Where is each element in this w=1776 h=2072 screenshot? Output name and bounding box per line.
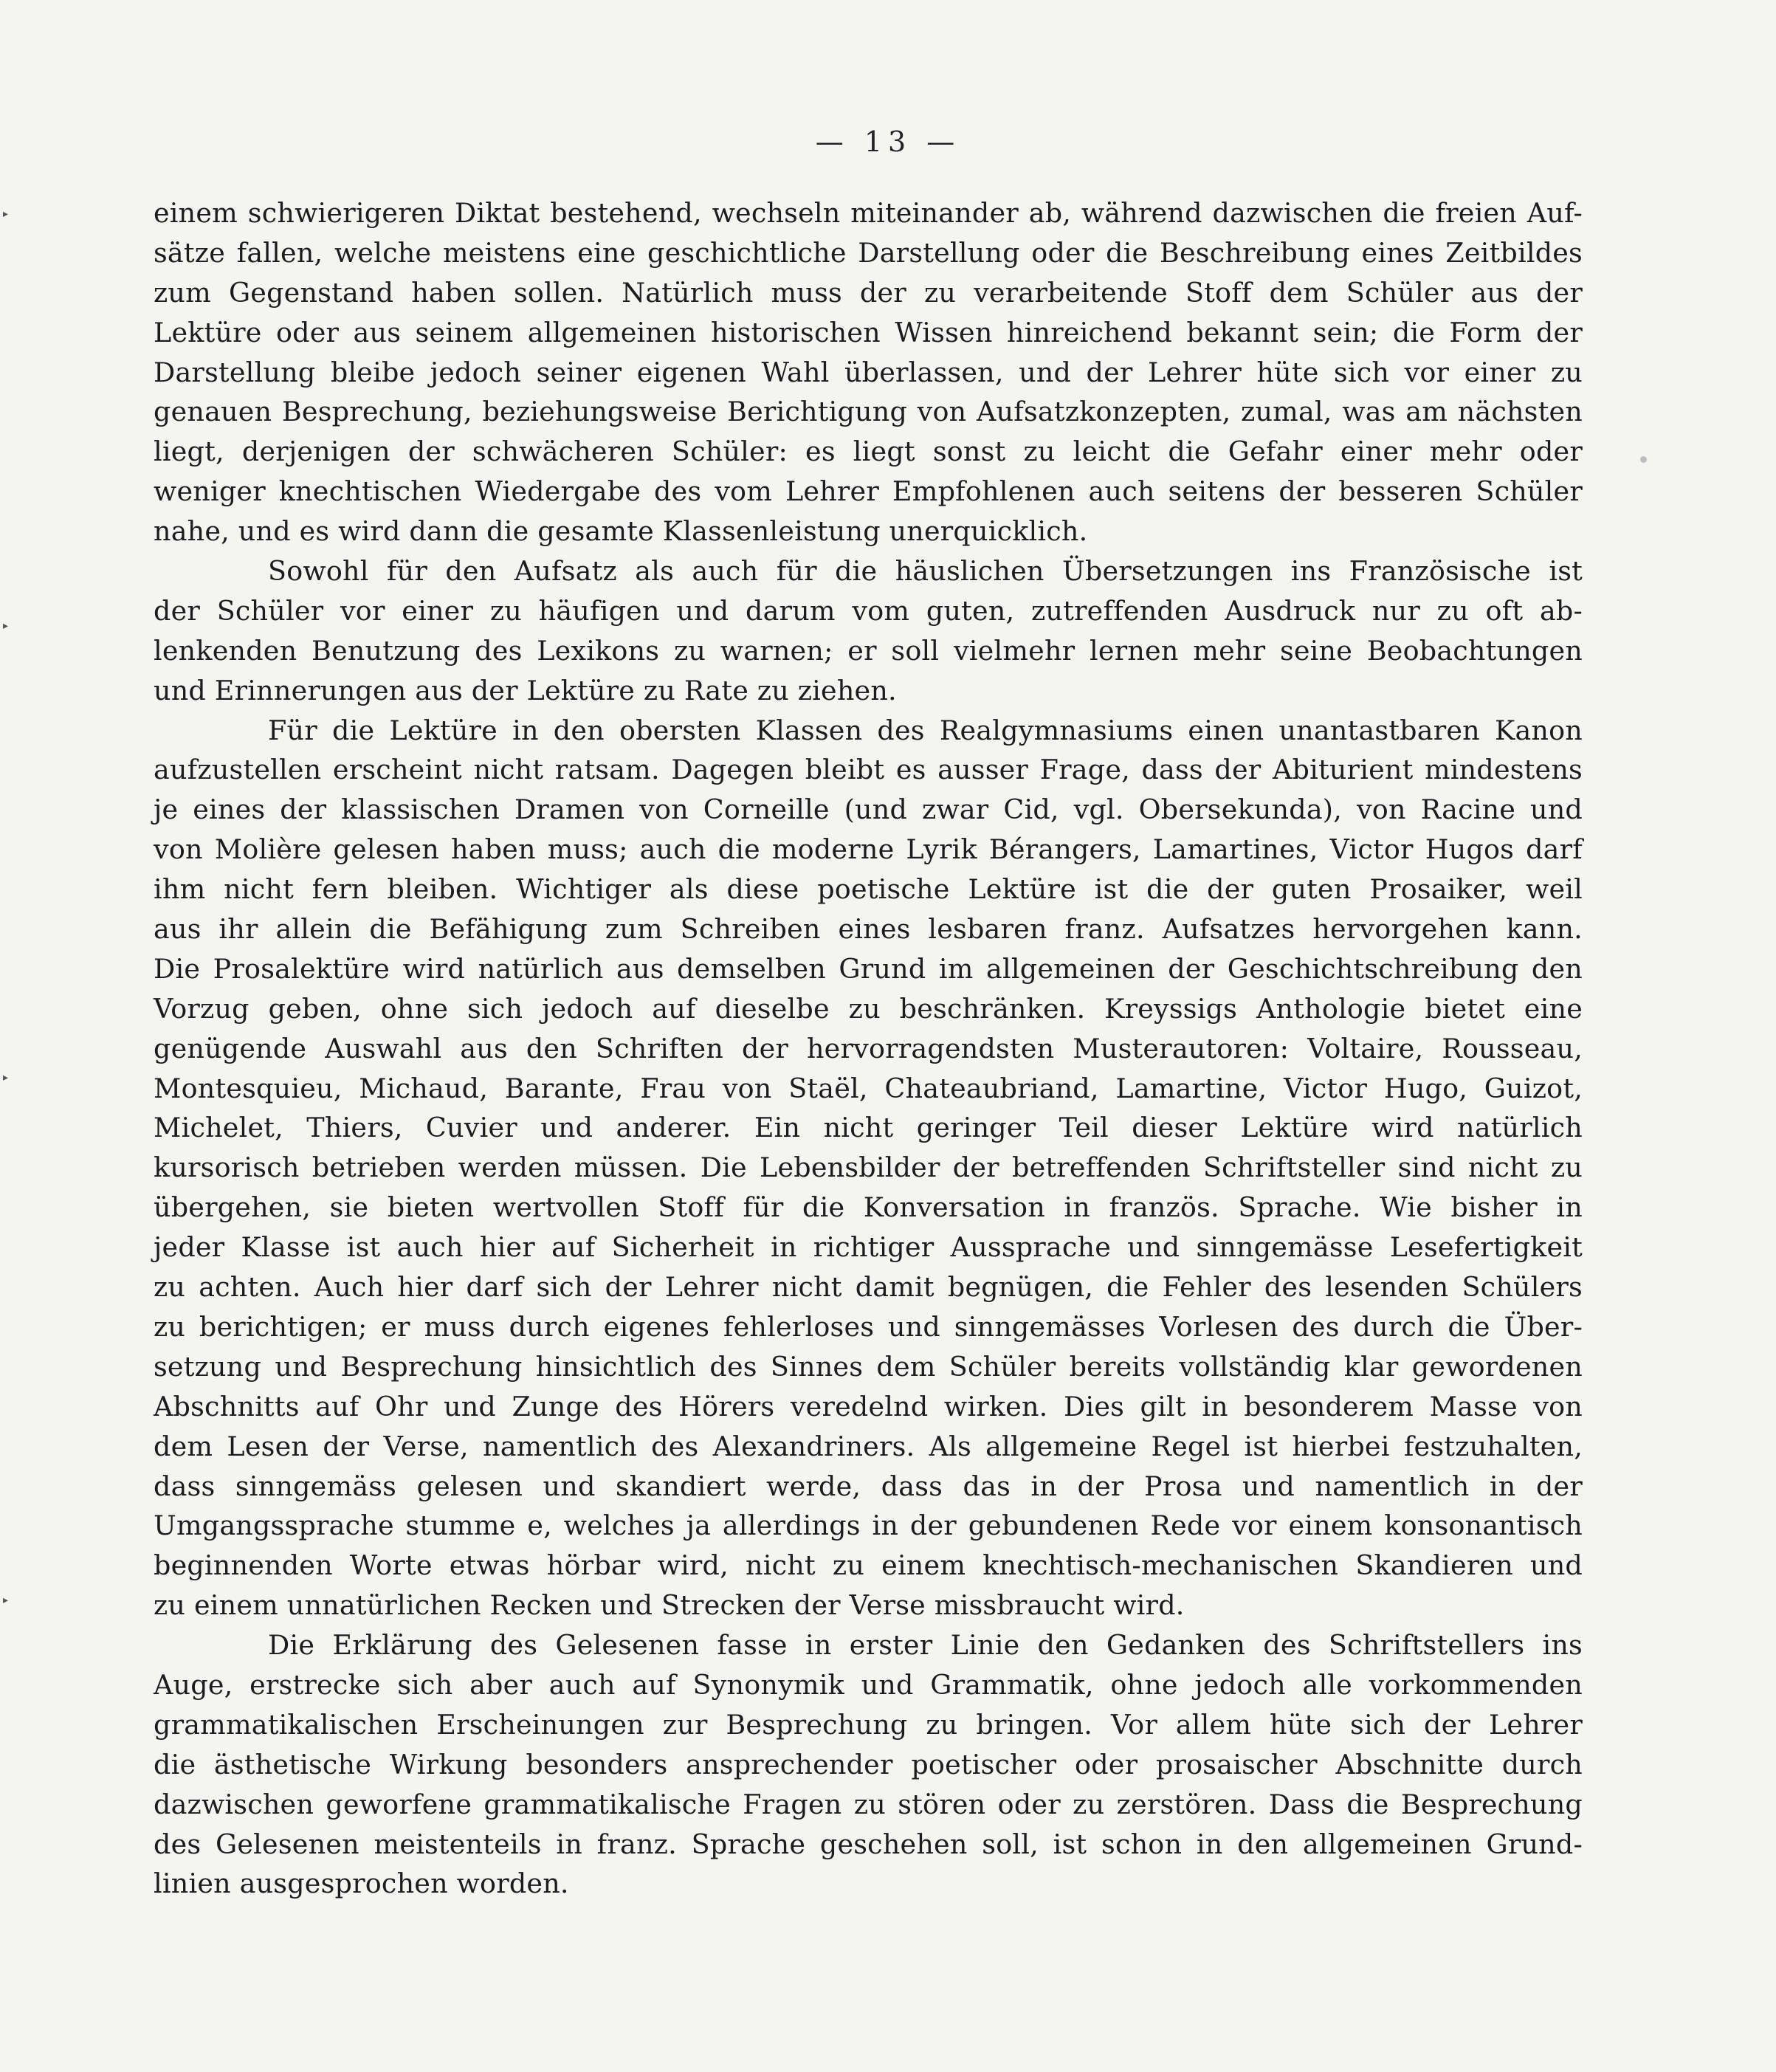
body-text xyxy=(154,193,1583,1904)
text-line: die ästhetische Wirkung besonders ansprechender poetischer oder prosaischer Abschnitte durch xyxy=(154,1748,1583,1780)
text-line: Für die Lektüre in den obersten Klassen des Realgymnasiums einen unantastbaren Kanon xyxy=(268,714,1583,746)
text-line: grammatikalischen Erscheinungen zur Besprechung zu bringen. Vor allem hüte sich der Lehrer xyxy=(154,1708,1583,1741)
text-line: Sowohl für den Aufsatz als auch für die häuslichen Übersetzungen ins Französische ist xyxy=(268,555,1583,588)
text-line: Die Erklärung des Gelesenen fasse in erster Linie den Gedanken des Schriftstellers ins xyxy=(268,1629,1583,1662)
margin-mark: ▸ xyxy=(3,1594,9,1606)
text-line: je eines der klassischen Dramen von Corneille (und zwar Cid, vgl. Obersekunda), von Racine und xyxy=(154,794,1583,826)
page-number: — 13 — xyxy=(815,125,961,158)
text-line: Montesquieu, Michaud, Barante, Frau von Staël, Chateaubriand, Lamartine, Victor Hugo, Guizot, xyxy=(154,1072,1583,1104)
text-line: zum Gegenstand haben sollen. Natürlich muss der zu verarbeitende Stoff dem Schüler aus der xyxy=(154,276,1583,309)
text-line: jeder Klasse ist auch hier auf Sicherheit in richtiger Aussprache und sinngemässe Lesefertigkeit xyxy=(154,1231,1583,1264)
text-line: zu achten. Auch hier darf sich der Lehrer nicht damit begnügen, die Fehler des lesenden Schülers xyxy=(154,1271,1583,1304)
text-line: sätze fallen, welche meistens eine geschichtliche Darstellung oder die Beschreibung eines Zeitbildes xyxy=(154,236,1583,269)
text-line: zu einem unnatürlichen Recken und Strecken der Verse missbraucht wird. xyxy=(154,1589,1185,1622)
text-line: übergehen, sie bieten wertvollen Stoff für die Konversation in französ. Sprache. Wie bisher in xyxy=(154,1191,1583,1224)
text-line: beginnenden Worte etwas hörbar wird, nicht zu einem knechtisch-mechanischen Skandieren und xyxy=(154,1549,1583,1582)
margin-mark: ▸ xyxy=(3,620,9,632)
text-line: und Erinnerungen aus der Lektüre zu Rate zu ziehen. xyxy=(154,674,897,706)
text-line: ihm nicht fern bleiben. Wichtiger als diese poetische Lektüre ist die der guten Prosaiker, weil xyxy=(154,873,1583,906)
text-line: einem schwierigeren Diktat bestehend, wechseln miteinander ab, während dazwischen die freien Auf- xyxy=(154,197,1583,229)
margin-dot xyxy=(1640,456,1647,463)
text-line: von Molière gelesen haben muss; auch die moderne Lyrik Bérangers, Lamartines, Victor Hugos darf xyxy=(154,833,1583,866)
text-line: Auge, erstrecke sich aber auch auf Synonymik und Grammatik, ohne jedoch alle vorkommenden xyxy=(154,1668,1583,1701)
text-line: Vorzug geben, ohne sich jedoch auf dieselbe zu beschränken. Kreyssigs Anthologie bietet eine xyxy=(154,992,1583,1025)
text-line: Die Prosalektüre wird natürlich aus demselben Grund im allgemeinen der Geschichtschreibung den xyxy=(154,952,1583,985)
margin-mark: ▸ xyxy=(3,1072,9,1084)
text-line: Darstellung bleibe jedoch seiner eigenen Wahl überlassen, und der Lehrer hüte sich vor einer zu xyxy=(154,356,1583,388)
text-line: setzung und Besprechung hinsichtlich des Sinnes dem Schüler bereits vollständig klar gewordenen xyxy=(154,1350,1583,1383)
text-line: kursorisch betrieben werden müssen. Die Lebensbilder der betreffenden Schriftsteller sind nicht zu xyxy=(154,1152,1583,1184)
text-line: linien ausgesprochen worden. xyxy=(154,1868,569,1900)
text-line: Abschnitts auf Ohr und Zunge des Hörers veredelnd wirken. Dies gilt in besonderem Masse von xyxy=(154,1390,1583,1422)
text-line: dazwischen geworfene grammatikalische Fragen zu stören oder zu zerstören. Dass die Besprechung xyxy=(154,1788,1583,1820)
text-line: der Schüler vor einer zu häufigen und darum vom guten, zutreffenden Ausdruck nur zu oft ab- xyxy=(154,594,1583,627)
text-line: aus ihr allein die Befähigung zum Schreiben eines lesbaren franz. Aufsatzes hervorgehen kann. xyxy=(154,913,1583,946)
text-line: dass sinngemäss gelesen und skandiert werde, dass das in der Prosa und namentlich in der xyxy=(154,1470,1583,1502)
text-line: weniger knechtischen Wiedergabe des vom Lehrer Empfohlenen auch seitens der besseren Schüler xyxy=(154,475,1583,508)
text-line: liegt, derjenigen der schwächeren Schüler: es liegt sonst zu leicht die Gefahr einer mehr oder xyxy=(154,436,1583,468)
text-line: des Gelesenen meistenteils in franz. Sprache geschehen soll, ist schon in den allgemeinen Grund- xyxy=(154,1828,1583,1860)
margin-mark: ▸ xyxy=(3,208,9,220)
text-line: lenkenden Benutzung des Lexikons zu warnen; er soll vielmehr lernen mehr seine Beobachtungen xyxy=(154,634,1583,667)
text-line: nahe, und es wird dann die gesamte Klassenleistung unerquicklich. xyxy=(154,515,1088,548)
text-line: Umgangssprache stumme e, welches ja allerdings in der gebundenen Rede vor einem konsonantisch xyxy=(154,1510,1583,1542)
text-line: Lektüre oder aus seinem allgemeinen historischen Wissen hinreichend bekannt sein; die Form der xyxy=(154,316,1583,348)
text-line: genügende Auswahl aus den Schriften der hervorragendsten Musterautoren: Voltaire, Rousseau, xyxy=(154,1032,1583,1064)
text-line: genauen Besprechung, beziehungsweise Berichtigung von Aufsatzkonzepten, zumal, was am nächsten xyxy=(154,396,1583,428)
text-line: zu berichtigen; er muss durch eigenes fehlerloses und sinngemässes Vorlesen des durch die Über- xyxy=(154,1310,1583,1343)
text-line: aufzustellen erscheint nicht ratsam. Dagegen bleibt es ausser Frage, dass der Abiturient mindestens xyxy=(154,754,1583,786)
text-line: dem Lesen der Verse, namentlich des Alexandriners. Als allgemeine Regel ist hierbei festzuhalten, xyxy=(154,1430,1583,1462)
text-line: Michelet, Thiers, Cuvier und anderer. Ein nicht geringer Teil dieser Lektüre wird natürlich xyxy=(154,1112,1583,1144)
